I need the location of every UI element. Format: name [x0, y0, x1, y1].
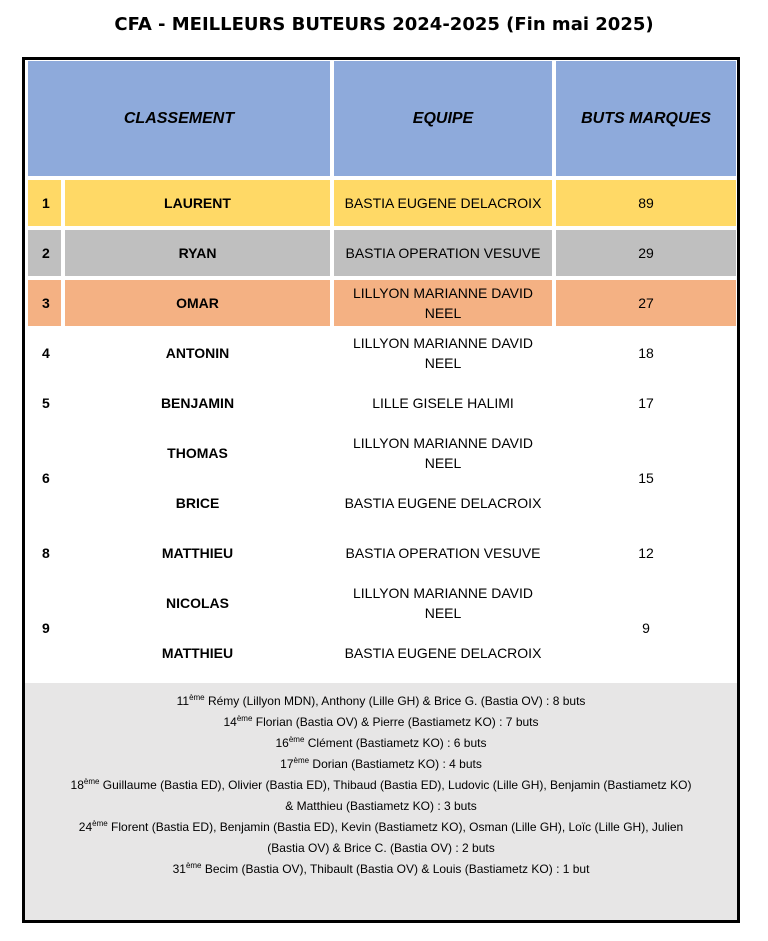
note-text: Guillaume (Bastia ED), Olivier (Bastia ED), Thibaud (Bastia ED), Ludovic (Lille GH), Benjamin (Bastiametz KO)	[99, 778, 692, 792]
note-text: Florian (Bastia OV) & Pierre (Bastiametz KO) : 7 buts	[252, 715, 539, 729]
other-scorers-notes	[25, 683, 737, 920]
note-line	[25, 712, 737, 733]
team-name: LILLYON MARIANNE DAVID NEEL	[334, 430, 552, 476]
goals-cell: 27	[556, 280, 736, 326]
note-text: Becim (Bastia OV), Thibault (Bastia OV) & Louis (Bastiametz KO) : 1 but	[201, 862, 590, 876]
note-rank: 11	[176, 694, 190, 708]
goals-cell: 18	[556, 330, 736, 376]
team-name: LILLE GISELE HALIMI	[334, 380, 552, 426]
note-line	[25, 817, 737, 838]
player-name: RYAN	[65, 230, 330, 276]
rank-cell: 6	[28, 430, 61, 526]
player-name: ANTONIN	[65, 330, 330, 376]
note-ordinal: ème	[293, 756, 310, 765]
player-name: OMAR	[65, 280, 330, 326]
note-rank: 31	[172, 862, 186, 876]
player-name: MATTHIEU	[65, 530, 330, 576]
header-classement: CLASSEMENT	[28, 61, 330, 176]
note-text: Dorian (Bastiametz KO) : 4 buts	[309, 757, 482, 771]
note-line	[25, 838, 737, 859]
note-rank: 24	[78, 820, 93, 834]
team-name: BASTIA OPERATION VESUVE	[334, 530, 552, 576]
player-name: LAURENT	[65, 180, 330, 226]
rank-cell: 9	[28, 580, 61, 676]
header-equipe: EQUIPE	[334, 61, 552, 176]
rank-cell: 2	[28, 230, 61, 276]
goals-cell: 89	[556, 180, 736, 226]
team-name: BASTIA EUGENE DELACROIX	[334, 480, 552, 526]
rank-cell: 5	[28, 380, 61, 426]
note-line	[25, 733, 737, 754]
note-line	[25, 859, 737, 880]
goals-cell: 29	[556, 230, 736, 276]
player-name: THOMAS	[65, 430, 330, 476]
note-rank: 16	[275, 736, 289, 750]
note-text: (Bastia OV) & Brice C. (Bastia OV) : 2 buts	[267, 841, 495, 855]
note-ordinal: ème	[236, 714, 253, 723]
player-name: BRICE	[65, 480, 330, 526]
team-name: BASTIA OPERATION VESUVE	[334, 230, 552, 276]
rank-cell: 3	[28, 280, 61, 326]
note-ordinal: ème	[189, 693, 205, 702]
note-ordinal: ème	[92, 819, 108, 828]
rank-cell: 4	[28, 330, 61, 376]
header-buts: BUTS MARQUES	[556, 61, 736, 176]
note-line	[25, 754, 737, 775]
rank-cell: 8	[28, 530, 61, 576]
note-rank: 18	[70, 778, 84, 792]
team-name: LILLYON MARIANNE DAVID NEEL	[334, 330, 552, 376]
player-name: MATTHIEU	[65, 630, 330, 676]
team-name: LILLYON MARIANNE DAVID NEEL	[334, 280, 552, 326]
team-name: BASTIA EUGENE DELACROIX	[334, 180, 552, 226]
rank-cell: 1	[28, 180, 61, 226]
note-text: Florent (Bastia ED), Benjamin (Bastia ED), Kevin (Bastiametz KO), Osman (Lille GH), Loïc (Lille GH), Julien	[107, 820, 684, 834]
goals-cell: 17	[556, 380, 736, 426]
note-ordinal: ème	[288, 735, 305, 744]
note-text: Rémy (Lillyon MDN), Anthony (Lille GH) & Brice G. (Bastia OV) : 8 buts	[204, 694, 586, 708]
goals-cell: 15	[556, 430, 736, 526]
note-ordinal: ème	[83, 777, 100, 786]
note-text: Clément (Bastiametz KO) : 6 buts	[304, 736, 487, 750]
team-name: LILLYON MARIANNE DAVID NEEL	[334, 580, 552, 626]
note-ordinal: ème	[185, 861, 202, 870]
page-title: CFA - MEILLEURS BUTEURS 2024-2025 (Fin mai 2025)	[114, 14, 654, 35]
note-text: & Matthieu (Bastiametz KO) : 3 buts	[285, 799, 477, 813]
note-line	[25, 691, 737, 712]
player-name: NICOLAS	[65, 580, 330, 626]
goals-cell: 9	[556, 580, 736, 676]
player-name: BENJAMIN	[65, 380, 330, 426]
note-line	[25, 796, 737, 817]
note-line	[25, 775, 737, 796]
note-rank: 14	[223, 715, 237, 729]
team-name: BASTIA EUGENE DELACROIX	[334, 630, 552, 676]
note-rank: 17	[280, 757, 294, 771]
goals-cell: 12	[556, 530, 736, 576]
